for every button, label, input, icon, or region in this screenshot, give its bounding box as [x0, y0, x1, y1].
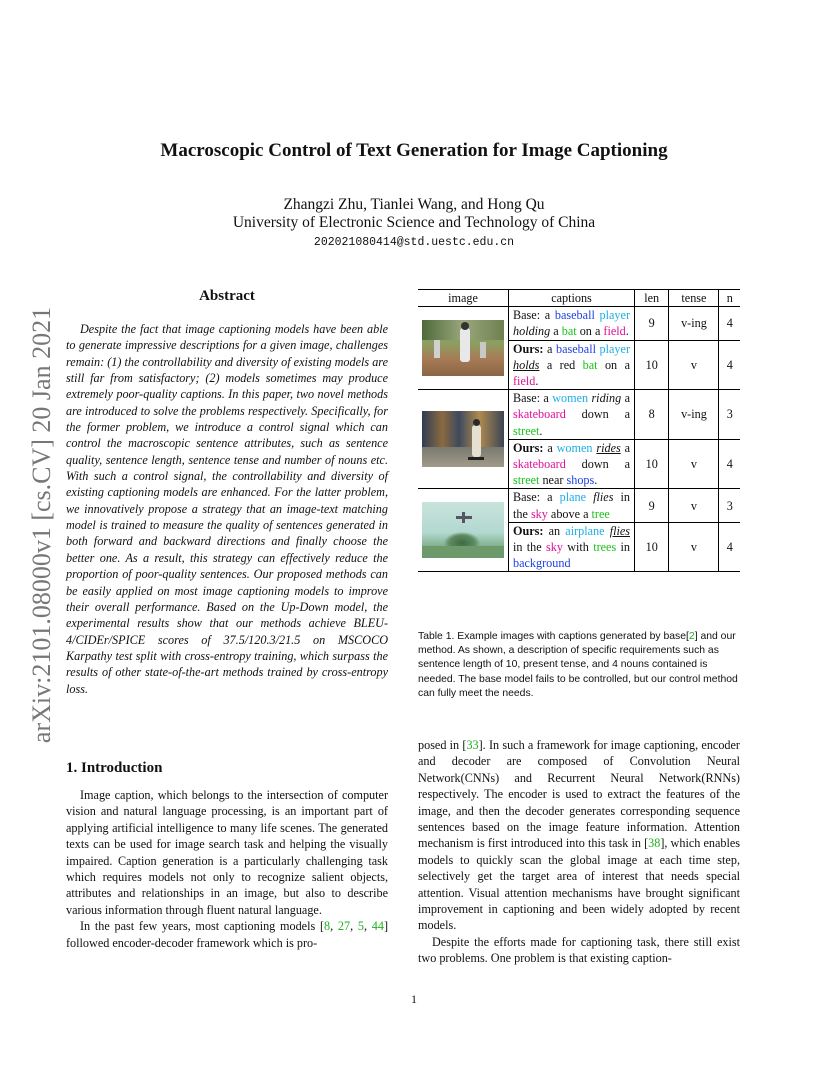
affiliation: University of Electronic Science and Technology of China — [232, 214, 596, 231]
page-number: 1 — [411, 992, 417, 1006]
col-header-n: n — [719, 290, 740, 307]
image-cell — [418, 489, 509, 572]
table-header-row — [418, 290, 740, 307]
citation-link[interactable]: 44 — [371, 919, 384, 934]
table-row: Base: a baseball player holding a bat on a field. 9 v-ing 4 — [418, 307, 740, 340]
paper-title: Macroscopic Control of Text Generation for Image Captioning — [160, 140, 668, 161]
col-header-tense: tense — [669, 290, 719, 307]
table-caption: Table 1. Example images with captions generated by base[2] and our method. As shown, a description of specific requirements such as sentence length of 10, present tense, and 4 nouns contained is needed. The base model fails to be controlled, but our control method can fully meet the needs. — [418, 631, 738, 699]
intro-paragraph-3: posed in [33]. In such a framework for image captioning, encoder and decoder are composed of Convolution Neural Network(CNNs) and Recurrent Neural Network(RNNs) respectively. The encoder is used to extract the features of the image, and then the decoder generates corresponding sequence sentences based on the image feature information. Attention mechanism is first introduced into this task in [38], which enables models to quickly scan the global image at each time step, selectively get the target area of interest that needs special attention. Visual attention mechanisms have brought significant improvement in captioning and been widely adopted by recent models. — [418, 738, 740, 933]
section-heading-introduction: 1. Introduction — [66, 760, 163, 776]
image-cell — [418, 390, 509, 489]
intro-paragraph-2: In the past few years, most captioning models [8, 27, 5, 44] followed encoder-decoder framework which is pro- — [66, 919, 389, 950]
table-row: Base: a plane flies in the sky above a tree 9 v 3 — [418, 489, 740, 522]
caption-base-1: Base: a baseball player holding a bat on a field. — [509, 307, 635, 340]
citation-link[interactable]: 5 — [357, 919, 364, 934]
citation-link[interactable]: 2 — [688, 631, 695, 642]
arxiv-sidebar-stamp: arXiv:2101.08000v1 [cs.CV] 20 Jan 2021 — [27, 306, 56, 744]
citation-link[interactable]: 38 — [648, 836, 661, 851]
authors: Zhangzi Zhu, Tianlei Wang, and Hong Qu — [283, 196, 545, 213]
image-cell — [418, 307, 509, 390]
caption-ours-2: Ours: a women rides a skateboard down a street near shops. — [509, 439, 635, 489]
table-row: Ours: a baseball player holds a red bat on a field. 10 v 4 — [418, 340, 740, 390]
citation-link[interactable]: 27 — [337, 919, 351, 934]
baseball-photo — [422, 320, 504, 376]
caption-base-2: Base: a women riding a skateboard down a street. — [509, 390, 635, 440]
airplane-photo — [422, 502, 504, 558]
email: 202021080414@std.uestc.edu.cn — [313, 236, 515, 249]
table-row: Ours: a women rides a skateboard down a street near shops. 10 v 4 — [418, 439, 740, 489]
abstract-heading: Abstract — [199, 288, 255, 304]
citation-link[interactable]: 33 — [466, 738, 479, 752]
street-photo — [422, 411, 504, 467]
citation-link[interactable]: 8 — [324, 919, 331, 934]
col-header-captions: captions — [509, 290, 635, 307]
col-header-len: len — [635, 290, 669, 307]
right-column-text — [418, 737, 740, 967]
caption-ours-3: Ours: an airplane flies in the sky with trees in background — [509, 522, 635, 572]
table-row: Ours: an airplane flies in the sky with trees in background 10 v 4 — [418, 522, 740, 572]
col-header-image: image — [418, 290, 509, 307]
table-row: Base: a women riding a skateboard down a street. 8 v-ing 3 — [418, 390, 740, 440]
caption-ours-1: Ours: a baseball player holds a red bat on a field. — [509, 340, 635, 390]
left-column-text — [66, 787, 388, 951]
intro-paragraph-4: Despite the efforts made for captioning task, there still exist two problems. One problem is that existing caption- — [418, 934, 740, 966]
abstract-text: Despite the fact that image captioning models have been able to generate impressive descriptions for a given image, challenges remain: (1) the controllability and diversity of existing models are still far from satisfactory; (2) models sometimes may produce extremely poor-quality captions. In this paper, two novel methods are introduced to solve the problems respectively. Specifically, for the former problem, we introduce a control signal which can control the macroscopic sentence attributes, such as sentence quality, sentence length, sentence tense and number of nouns etc. With such a control signal, the controllability and diversity of existing captioning models are enhanced. For the latter problem, we innovatively propose a strategy that an image-text matching model is trained to measure the quality of sentences generated in both forward and backward directions and finally choose the better one. As a result, this strategy can effectively reduce the proportion of poor-quality sentences. Our proposed methods can be easily applied on most image captioning models to improve their overall performance. Based on the Up-Down model, the experimental results show that our methods achieve BLEU-4/CIDEr/SPICE scores of 37.5/120.3/21.5 on MSCOCO Karpathy test split with cross-entropy training, which surpass the results of other state-of-the-art methods trained by cross-entropy loss. — [66, 322, 388, 696]
intro-paragraph-1: Image caption, which belongs to the intersection of computer vision and natural language processing, is an important part of applying artificial intelligence to many life scenes. The generated texts can be used for image search task and helping the visually impaired. Caption generation is a particularly challenging task which requires models not only to recognize salient objects, attributes and relationships in an image, but also to describe various information through fluent natural language. — [66, 788, 388, 917]
example-table — [418, 289, 740, 572]
caption-base-3: Base: a plane flies in the sky above a tree — [509, 489, 635, 522]
